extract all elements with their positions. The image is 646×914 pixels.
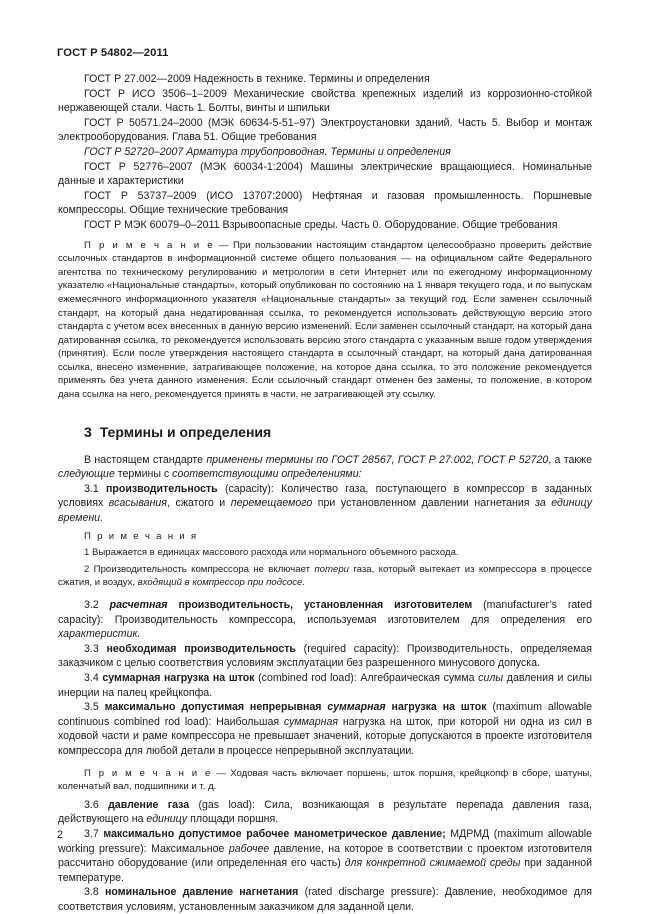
section-heading — [58, 423, 592, 441]
note-label: П р и м е ч а н и е — [84, 239, 215, 251]
term-definition: (combined rod load): Алгебраическая сумма — [254, 671, 479, 684]
term-3-5 — [58, 700, 592, 758]
term-name: максимально допустимое рабочее манометрическое давление; — [103, 827, 446, 840]
reference-item: ГОСТ Р 50571.24–2000 (МЭК 60634-5-51–97) Электроустановки зданий. Часть 5. Выбор и монтаж электрооборудования. Глава 51. Общие требования — [58, 116, 592, 144]
term-name: нагрузка на шток — [385, 701, 487, 714]
intro-text: термины с — [114, 468, 173, 481]
term-definition: (rated discharge pressure): Давление, необходимое для соответствия условиям, установленным заказчиком для заданной цели. — [58, 886, 592, 913]
term-number: 3.2 — [84, 599, 110, 611]
term-name: производительность — [105, 482, 218, 495]
term-name-italic: суммарная — [327, 701, 386, 714]
notes-label — [58, 530, 592, 544]
note-text: газа, который вытекает из компрессора в процессе сжатия, и воздух, — [58, 563, 592, 589]
term-definition: при установленном давлении нагнетания — [312, 497, 536, 510]
note-italic: входящий в компрессор при подсосе. — [137, 577, 306, 589]
term-definition: МДРМД (maximum allowable working pressure): Максимальное — [58, 827, 592, 855]
note-text: — Ходовая часть включает поршень, шток поршня, крейцкопф в сборе, шатуны, коленчатый вал, подшипники и т. д. — [58, 767, 592, 793]
term-italic: за единицу времени. — [58, 497, 593, 525]
document-header: ГОСТ Р 54802—2011 — [57, 47, 169, 59]
note-text: 2 Производительность компрессора не включает — [84, 563, 315, 575]
note-item — [58, 563, 592, 590]
term-number: 3.1 — [84, 482, 106, 495]
term-name: номинальное давление нагнетания — [105, 886, 299, 899]
reference-item: ГОСТ Р ИСО 3506–1–2009 Механические свойства крепежных изделий из коррозионно-стойкой нержавеющей стали. Часть 1. Болты, винты и шпильки — [58, 87, 592, 115]
term-3-5-note — [58, 767, 592, 794]
intro-text: В настоящем стандарте — [84, 453, 207, 466]
section-title: Термины и определения — [99, 423, 272, 440]
term-name-italic: расчетная — [109, 599, 168, 611]
term-definition: при заданной температуре. — [58, 857, 593, 884]
term-name: давление газа — [108, 798, 190, 811]
term-definition: , сжатого и — [166, 497, 231, 510]
term-number: 3.8 — [84, 886, 106, 899]
term-definition: нагрузка на шток, при которой ни одна из сил в ходовой части и раме компрессора не превышает значений, которые допускаются в проекте изготовителя компрессора для любой детали в процессе непрерывной эксплуатации. — [58, 715, 592, 757]
term-definition: (maximum allowable continuous combined rod load): Наибольшая — [58, 701, 592, 728]
reference-item-italic: ГОСТ Р 52720–2007 Арматура трубопроводная. Термины и определения — [84, 145, 451, 158]
term-italic: для конкретной сжимаемой среды — [344, 857, 521, 870]
term-definition: (capacity): Количество газа, поступающего в компрессор в заданных условиях — [58, 482, 592, 510]
section-number: 3 — [84, 423, 92, 440]
term-italic: рабочее — [228, 842, 270, 855]
reference-item — [58, 145, 592, 160]
term-definition: давления и силы инерции на палец крейцкопфа. — [58, 671, 593, 699]
intro-italic: соответствующими определениями: — [172, 468, 362, 481]
note-label: П р и м е ч а н и е — [84, 767, 213, 779]
term-3-6 — [58, 798, 592, 827]
reference-item: ГОСТ Р 27.002—2009 Надежность в технике. Термины и определения — [84, 73, 430, 85]
term-italic: суммарная — [283, 715, 339, 728]
term-number: 3.4 — [84, 671, 103, 684]
term-italic: силы — [478, 671, 504, 684]
term-definition: (manufacturer’s rated capacity): Производительность компрессора, используемая изготовителем для определения его — [58, 599, 593, 626]
page-number: 2 — [57, 829, 63, 841]
reference-item: ГОСТ Р 53737–2009 (ИСО 13707:2000) Нефтяная и газовая промышленность. Поршневые компрессоры. Общие технические требования — [58, 189, 592, 217]
references-note — [58, 239, 592, 402]
term-number: 3.3 — [84, 642, 107, 655]
reference-item: ГОСТ Р 52776–2007 (МЭК 60034-1:2004) Машины электрические вращающиеся. Номинальные данные и характеристики — [58, 160, 592, 188]
term-3-8 — [58, 885, 592, 914]
note-item: 1 Выражается в единицах массового расхода или нормального объемного расхода. — [84, 547, 459, 559]
normative-references-list — [58, 72, 592, 233]
term-3-7 — [58, 827, 592, 885]
term-number: 3.5 — [84, 701, 105, 714]
term-italic: всасывания — [108, 497, 167, 510]
term-name: производительность, установленная изготовителем — [167, 599, 473, 611]
term-name: суммарная нагрузка на шток — [102, 671, 255, 684]
intro-italic: применены термины по ГОСТ 28567, ГОСТ Р 27.002, ГОСТ Р 52720 — [206, 453, 549, 466]
term-definition: площади поршня. — [187, 813, 279, 826]
term-definition: давление, на которое в соответствии с проектом изготовителя рассчитано оборудование (или определенная его часть) — [58, 842, 592, 870]
term-3-4 — [58, 671, 592, 700]
note-italic: потери — [314, 563, 350, 575]
note-label: П р и м е ч а н и я — [84, 530, 198, 542]
term-3-1 — [58, 482, 592, 526]
term-italic: перемещаемого — [230, 497, 313, 510]
term-number: 3.6 — [84, 798, 109, 811]
term-3-2 — [58, 598, 592, 642]
intro-italic: следующие — [58, 468, 115, 481]
term-name: максимально допустимая непрерывная — [104, 701, 328, 714]
term-number: 3.7 — [84, 827, 104, 840]
reference-item: ГОСТ Р МЭК 60079–0–2011 Взрывоопасные среды. Часть 0. Оборудование. Общие требования — [84, 218, 558, 231]
term-definition: (gas load): Сила, возникающая в результате перепада давления газа, действующего на — [58, 798, 593, 826]
term-definition: (required capacity): Производительность, определяемая заказчиком с целью соответствия условиям эксплуатации без разрешенного минусового допуска. — [58, 642, 592, 670]
term-3-3 — [58, 642, 592, 671]
term-name: необходимая производительность — [106, 642, 296, 655]
note-text: — При пользовании настоящим стандартом целесообразно проверить действие ссылочных стандартов в информационной системе общего пользования — на официальном сайте Федерального агентства по техническому регулированию и метрологии в сети Интернет или по ежегодному информационному указателю «Национальные стандарты», который опубликован по состоянию на 1 января текущего года, и по выпускам ежемесячного информационного указателя «Национальные стандарты» за текущий год. Если заменен ссылочный стандарт, на который дана недатированная ссылка, то рекомендуется использовать действующую версию этого стандарта с учетом всех внесенных в данную версию изменений. Если заменен ссылочный стандарт, на который дана датированная ссылка, то рекомендуется использовать версию этого стандарта с указанным выше годом утверждения (принятия). Если после утверждения настоящего стандарта в ссылочный стандарт, на который дана датированная ссылка, внесено изменение, затрагивающее положение, на которое дана ссылка, то это положение рекомендуется применять без учета данного изменения. Если ссылочный стандарт отменен без замены, то положение, в котором дана ссылка на него, рекомендуется принять в части, не затрагивающей эту ссылку. — [58, 239, 592, 401]
term-italic: характеристик. — [58, 628, 141, 641]
term-italic: единицу — [146, 813, 188, 826]
section-intro — [58, 453, 592, 482]
intro-text: , а также — [548, 453, 592, 466]
document-body — [58, 72, 592, 914]
